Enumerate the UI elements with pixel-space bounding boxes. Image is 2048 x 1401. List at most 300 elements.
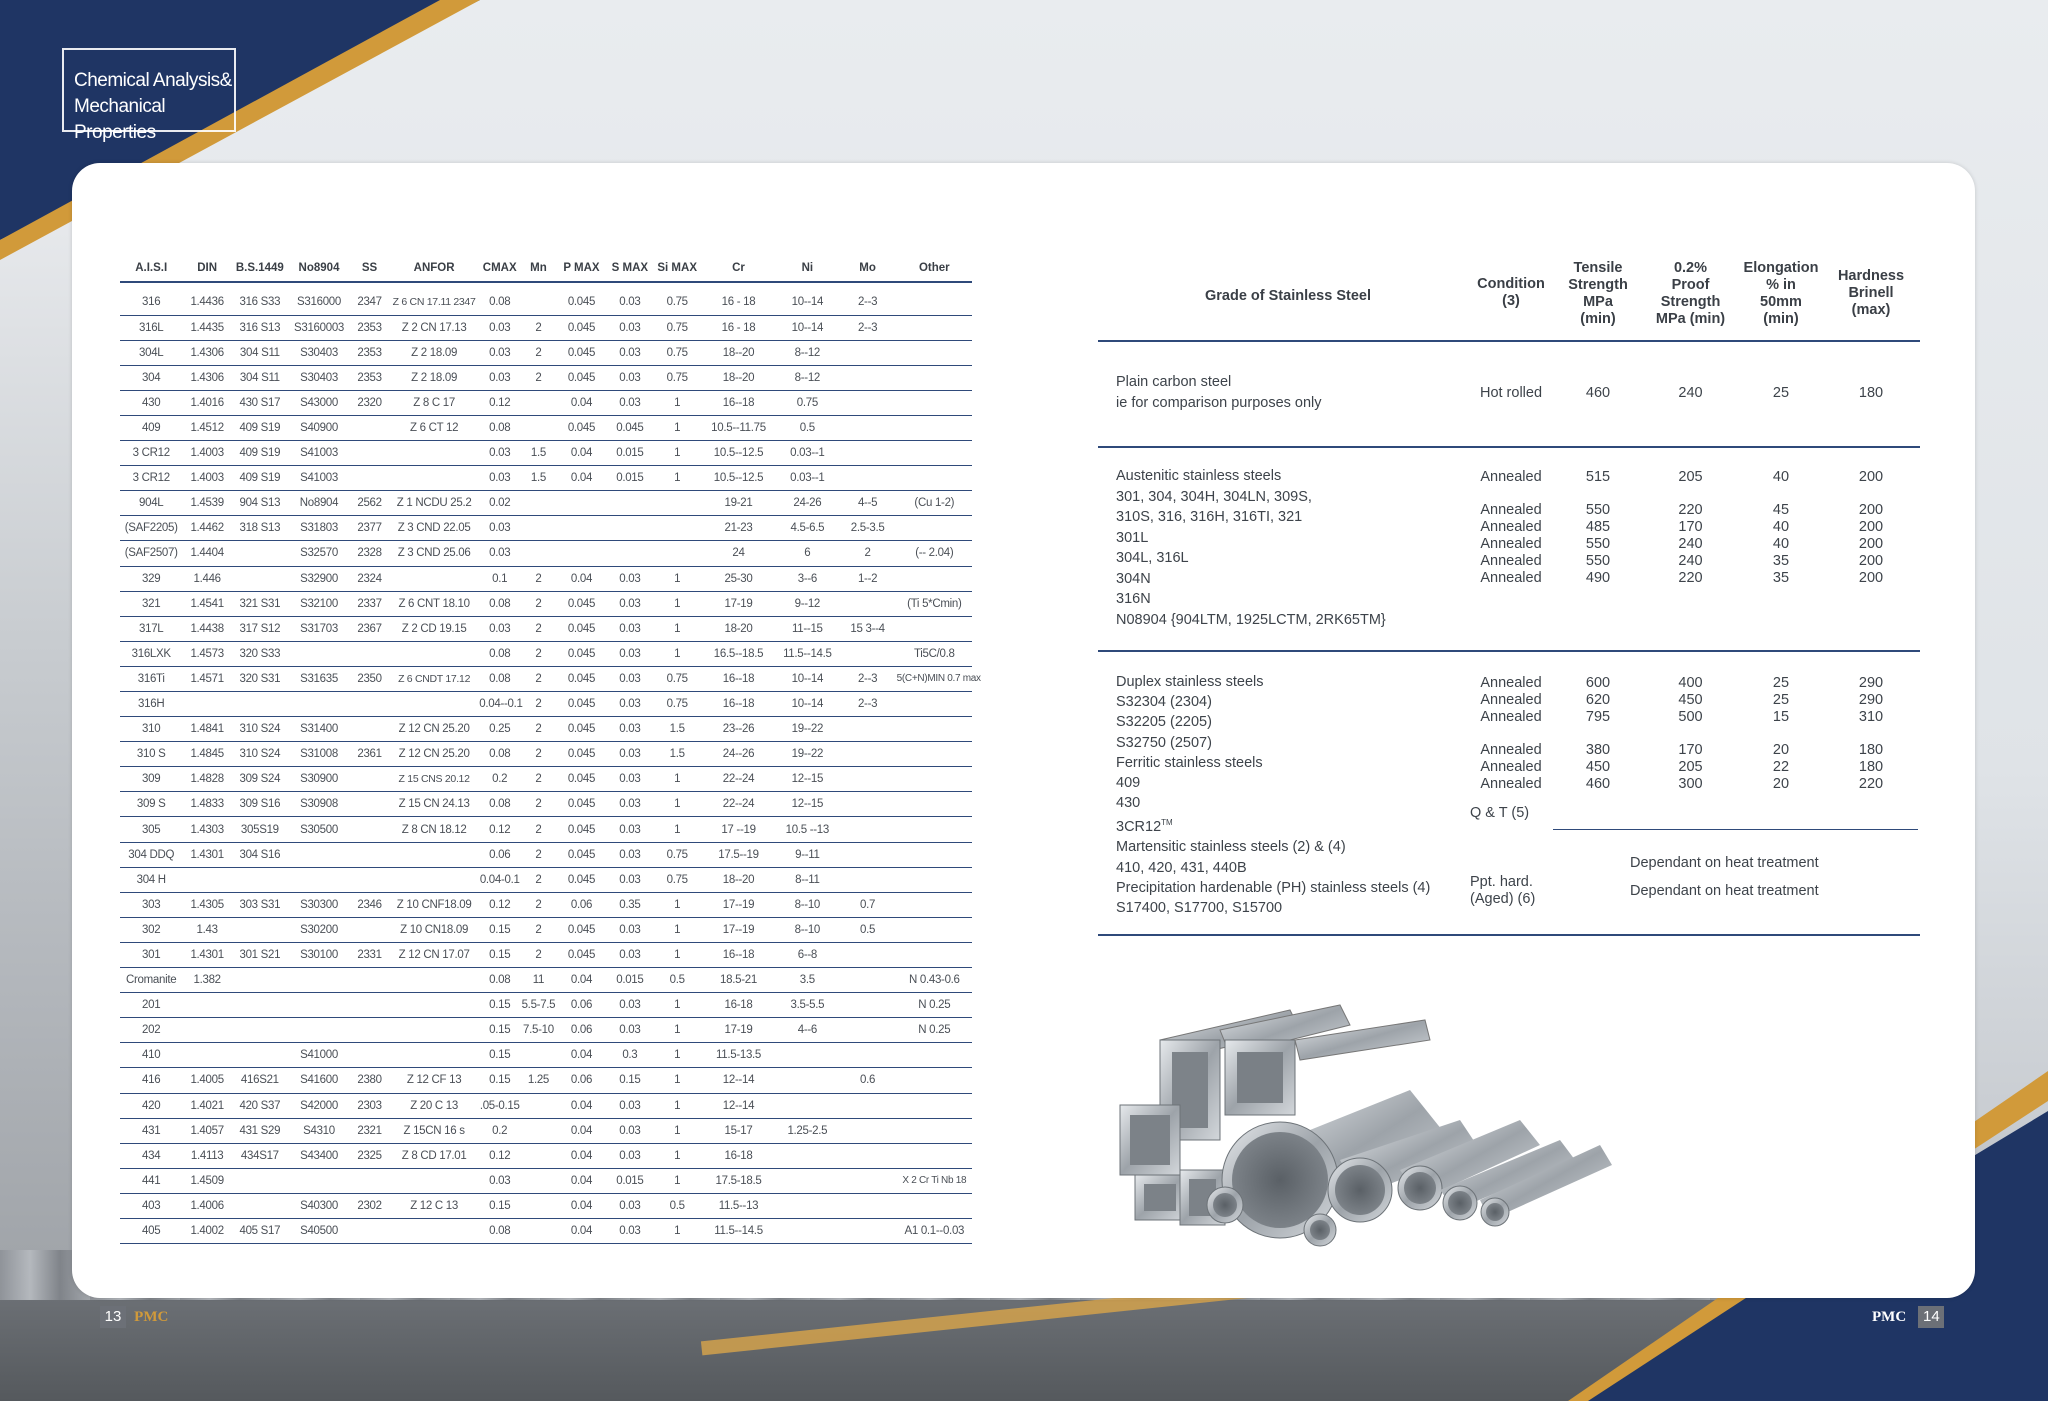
table-cell: 2325 [350, 1143, 389, 1168]
mech-header-row [1098, 256, 1920, 342]
table-cell: 441 [120, 1168, 182, 1193]
table-cell: 1 [654, 1018, 701, 1043]
table-cell: 0.03 [606, 1218, 653, 1243]
grade-line: 304L, 316L [1116, 550, 1189, 566]
table-cell [776, 1193, 838, 1218]
table-cell: 16 - 18 [701, 315, 776, 340]
header-grade: Grade of Stainless Steel [1204, 288, 1371, 304]
chem-col-header: P MAX [557, 254, 606, 282]
table-cell: 2380 [350, 1068, 389, 1093]
table-cell [654, 516, 701, 541]
table-cell: 0.5 [776, 415, 838, 440]
trademark-mark: TM [1161, 818, 1173, 828]
table-cell: 309 S24 [232, 767, 288, 792]
table-cell [897, 942, 972, 967]
table-cell: S30200 [288, 917, 350, 942]
table-cell [389, 692, 479, 717]
table-cell [776, 1043, 838, 1068]
table-cell [520, 1168, 557, 1193]
chem-spacer-row [120, 282, 972, 290]
table-cell: 409 S19 [232, 466, 288, 491]
table-cell: (-- 2.04) [897, 541, 972, 566]
grade-line-row [1116, 569, 1386, 590]
table-cell: 316 [120, 290, 182, 315]
duplex-proof: 400 450 500 [1678, 675, 1703, 725]
table-cell: 11.5--13 [701, 1193, 776, 1218]
table-cell [897, 717, 972, 742]
table-cell: 17-19 [701, 591, 776, 616]
table-cell: 2 [520, 340, 557, 365]
table-cell: 16.5--18.5 [701, 641, 776, 666]
table-cell [389, 1018, 479, 1043]
austenitic-elongation-block: 45 40 40 35 35 [1772, 502, 1790, 586]
table-cell: 0.25 [479, 717, 520, 742]
table-cell: Z 2 CN 17.13 [389, 315, 479, 340]
table-cell [288, 1018, 350, 1043]
table-cell [350, 767, 389, 792]
table-cell: 2 [520, 842, 557, 867]
table-cell: 0.5 [654, 1193, 701, 1218]
table-cell: S31008 [288, 742, 350, 767]
grade-line-row [1116, 548, 1386, 569]
grade-line: S32304 (2304) [1116, 694, 1212, 711]
table-row [120, 466, 972, 491]
table-cell: 5(C+N)MIN 0.7 max [897, 666, 972, 691]
table-cell: 0.045 [557, 742, 606, 767]
ph-condition: Ppt. hard. (Aged) (6) [1470, 874, 1536, 907]
table-cell: 0.75 [654, 365, 701, 390]
table-cell: S31803 [288, 516, 350, 541]
table-cell: 0.03 [606, 993, 653, 1018]
table-cell: 21-23 [701, 516, 776, 541]
table-cell: 0.045 [557, 666, 606, 691]
table-cell: 1 [654, 792, 701, 817]
chem-col-header: No8904 [288, 254, 350, 282]
table-cell: 320 S33 [232, 641, 288, 666]
table-cell: 1.4301 [182, 842, 231, 867]
table-cell: S43000 [288, 390, 350, 415]
table-cell: Z 10 CN18.09 [389, 917, 479, 942]
table-cell: 0.03 [606, 641, 653, 666]
table-cell: 2302 [350, 1193, 389, 1218]
table-cell: No8904 [288, 491, 350, 516]
table-cell: 434 [120, 1143, 182, 1168]
table-cell: 0.02 [479, 491, 520, 516]
table-cell: 0.06 [479, 842, 520, 867]
grade-line-row [1116, 507, 1386, 528]
table-cell: 405 S17 [232, 1218, 288, 1243]
table-cell: 316 S33 [232, 290, 288, 315]
table-cell [232, 917, 288, 942]
table-cell: 1 [654, 466, 701, 491]
table-cell: 2--3 [839, 315, 897, 340]
grade-line: Duplex stainless steels [1116, 674, 1264, 690]
table-cell [839, 340, 897, 365]
table-cell: 15 3--4 [839, 616, 897, 641]
table-cell: 16--18 [701, 692, 776, 717]
table-cell: 303 S31 [232, 892, 288, 917]
table-cell: 0.06 [557, 892, 606, 917]
table-cell: 1.4462 [182, 516, 231, 541]
table-cell: 2320 [350, 390, 389, 415]
table-cell: 0.15 [479, 1043, 520, 1068]
table-cell [232, 1018, 288, 1043]
table-cell: 320 S31 [232, 666, 288, 691]
table-cell [897, 466, 972, 491]
page-number-left: 13 [100, 1306, 126, 1328]
table-cell: S31635 [288, 666, 350, 691]
grade-line-row [1116, 793, 1430, 813]
table-cell [897, 892, 972, 917]
table-cell: 316LXK [120, 641, 182, 666]
table-cell: 410 [120, 1043, 182, 1068]
table-cell: 0.03 [606, 315, 653, 340]
stainless-tubes-image [1120, 1000, 1620, 1250]
table-cell: 0.04 [557, 1118, 606, 1143]
table-cell: 1 [654, 1143, 701, 1168]
table-cell: 9--12 [776, 591, 838, 616]
table-cell: 1 [654, 1068, 701, 1093]
chem-col-header: SS [350, 254, 389, 282]
table-cell: 0.03 [606, 867, 653, 892]
table-cell [897, 1093, 972, 1118]
table-row [120, 566, 972, 591]
table-cell: 3--6 [776, 566, 838, 591]
table-cell: 0.045 [557, 867, 606, 892]
table-cell: 1 [654, 441, 701, 466]
grade-line-row [1116, 672, 1430, 692]
table-cell: 3 CR12 [120, 441, 182, 466]
table-cell [350, 817, 389, 842]
table-cell: 3 CR12 [120, 466, 182, 491]
table-cell: 17-19 [701, 1018, 776, 1043]
table-cell: 904L [120, 491, 182, 516]
table-cell: S30403 [288, 365, 350, 390]
mechanical-properties-table [1098, 256, 1920, 936]
table-cell [288, 692, 350, 717]
table-cell: N 0.43-0.6 [897, 968, 972, 993]
table-cell: 18--20 [701, 340, 776, 365]
table-cell: Z 6 CNDT 17.12 [389, 666, 479, 691]
table-cell: 0.08 [479, 641, 520, 666]
table-cell: 316Ti [120, 666, 182, 691]
table-cell: 0.045 [557, 415, 606, 440]
page-title-line-1: Chemical Analysis& [74, 70, 232, 91]
table-cell [839, 1143, 897, 1168]
table-cell: 0.045 [557, 792, 606, 817]
table-cell: S30100 [288, 942, 350, 967]
chem-col-header: Mo [839, 254, 897, 282]
table-cell: 12--14 [701, 1093, 776, 1118]
table-cell [350, 1168, 389, 1193]
table-cell: 0.03 [606, 917, 653, 942]
table-cell: 0.15 [606, 1068, 653, 1093]
table-cell: 8--12 [776, 365, 838, 390]
grade-line-row [1116, 589, 1386, 610]
table-cell: 2347 [350, 290, 389, 315]
table-row [120, 1193, 972, 1218]
table-cell: 0.03 [479, 1168, 520, 1193]
table-cell: 1 [654, 1168, 701, 1193]
brand-logo-right: PMC [1872, 1309, 1907, 1325]
table-cell: Z 3 CND 22.05 [389, 516, 479, 541]
table-cell: 10--14 [776, 290, 838, 315]
table-cell: 405 [120, 1218, 182, 1243]
table-row [120, 717, 972, 742]
table-cell: 8--10 [776, 892, 838, 917]
table-cell: 10.5--11.75 [701, 415, 776, 440]
table-cell: 1.4306 [182, 365, 231, 390]
table-cell: 310 [120, 717, 182, 742]
table-row [120, 1118, 972, 1143]
table-cell: 15-17 [701, 1118, 776, 1143]
table-cell [897, 290, 972, 315]
table-cell: 0.12 [479, 817, 520, 842]
table-cell [350, 792, 389, 817]
table-cell: 309 S [120, 792, 182, 817]
table-cell: 0.04 [557, 466, 606, 491]
table-cell: 1 [654, 942, 701, 967]
table-cell: 0.75 [776, 390, 838, 415]
table-row [120, 1093, 972, 1118]
table-cell [389, 867, 479, 892]
table-cell [520, 290, 557, 315]
table-row [120, 315, 972, 340]
table-cell: 1.382 [182, 968, 231, 993]
table-cell: 202 [120, 1018, 182, 1043]
table-cell [776, 1168, 838, 1193]
table-cell: Cromanite [120, 968, 182, 993]
table-cell: 0.03 [606, 767, 653, 792]
table-cell: 2337 [350, 591, 389, 616]
martensitic-condition: Q & T (5) [1470, 805, 1530, 821]
table-cell [839, 792, 897, 817]
table-cell: 316L [120, 315, 182, 340]
table-cell [839, 993, 897, 1018]
table-cell [232, 867, 288, 892]
table-cell: 25-30 [701, 566, 776, 591]
austenitic-tensile-block: 550 485 550 550 490 [1585, 502, 1611, 586]
table-row [120, 917, 972, 942]
table-cell [897, 1193, 972, 1218]
table-cell: 0.03 [606, 666, 653, 691]
table-cell [520, 491, 557, 516]
grade-line: Precipitation hardenable (PH) stainless steels (4) [1116, 879, 1431, 896]
table-cell [839, 365, 897, 390]
brand-logo-left: PMC [134, 1309, 169, 1325]
table-cell [897, 390, 972, 415]
table-cell: 2367 [350, 616, 389, 641]
ferritic-elongation: 20 22 20 [1772, 742, 1790, 792]
table-cell: 1 [654, 1093, 701, 1118]
plain-tensile: 460 [1585, 385, 1611, 401]
table-cell: 19-21 [701, 491, 776, 516]
table-cell: 420 S37 [232, 1093, 288, 1118]
table-cell: 0.03 [479, 441, 520, 466]
grade-line: 304N [1116, 570, 1151, 587]
grade-line-row [1116, 692, 1430, 712]
table-cell [897, 867, 972, 892]
table-cell [288, 842, 350, 867]
table-cell: 0.04 [557, 968, 606, 993]
plain-grade-line1: Plain carbon steel [1116, 374, 1232, 390]
table-cell: 301 [120, 942, 182, 967]
table-cell [288, 968, 350, 993]
table-row [120, 616, 972, 641]
table-cell: 0.03 [606, 1118, 653, 1143]
table-cell: N 0.25 [897, 993, 972, 1018]
table-cell: 1.4303 [182, 817, 231, 842]
table-row [120, 290, 972, 315]
table-cell: 1.4833 [182, 792, 231, 817]
table-cell [389, 641, 479, 666]
table-cell [520, 516, 557, 541]
table-cell: S43400 [288, 1143, 350, 1168]
table-cell: 304L [120, 340, 182, 365]
table-cell: 2353 [350, 365, 389, 390]
table-cell: 0.08 [479, 666, 520, 691]
table-cell: 0.75 [654, 867, 701, 892]
table-cell: 409 S19 [232, 441, 288, 466]
table-cell: 309 [120, 767, 182, 792]
grade-line-row [1116, 733, 1430, 753]
table-cell [288, 993, 350, 1018]
table-cell: S42000 [288, 1093, 350, 1118]
table-cell: 0.015 [606, 466, 653, 491]
table-cell [897, 842, 972, 867]
chem-col-header: ANFOR [389, 254, 479, 282]
table-cell [520, 1218, 557, 1243]
table-cell: 16-18 [701, 993, 776, 1018]
table-cell: 420 [120, 1093, 182, 1118]
table-row [120, 340, 972, 365]
table-row [120, 1068, 972, 1093]
table-cell: 18.5-21 [701, 968, 776, 993]
table-row [120, 942, 972, 967]
table-cell [350, 692, 389, 717]
table-cell [839, 390, 897, 415]
table-cell [839, 466, 897, 491]
table-cell: 0.045 [557, 692, 606, 717]
table-cell: 1 [654, 616, 701, 641]
table-cell: 0.03 [606, 942, 653, 967]
table-cell: .05-0.15 [479, 1093, 520, 1118]
table-cell [897, 441, 972, 466]
grade-line: 430 [1116, 795, 1141, 812]
table-cell: 17--19 [701, 892, 776, 917]
table-cell: 0.08 [479, 968, 520, 993]
table-cell: 2 [520, 817, 557, 842]
table-cell: 2--3 [839, 290, 897, 315]
table-cell: 1.4845 [182, 742, 231, 767]
page-title-box [62, 48, 236, 143]
table-cell [389, 993, 479, 1018]
table-cell: 0.03 [479, 516, 520, 541]
grade-line: Ferritic stainless steels [1116, 754, 1263, 771]
table-cell: 1.4841 [182, 717, 231, 742]
plain-proof: 240 [1678, 385, 1703, 401]
table-cell [839, 767, 897, 792]
austenitic-section [1098, 448, 1920, 652]
table-cell [520, 1118, 557, 1143]
table-cell: 0.03 [606, 1018, 653, 1043]
table-cell [350, 867, 389, 892]
table-cell: 2 [520, 566, 557, 591]
table-cell: 0.1 [479, 566, 520, 591]
table-row [120, 365, 972, 390]
table-cell: Z 2 CD 19.15 [389, 616, 479, 641]
grade-line: S32205 (2205) [1116, 714, 1212, 731]
table-cell: 1 [654, 993, 701, 1018]
table-cell: 0.3 [606, 1043, 653, 1068]
table-cell: 2353 [350, 340, 389, 365]
table-cell: S30908 [288, 792, 350, 817]
table-cell: 1--2 [839, 566, 897, 591]
table-cell: 0.04 [557, 390, 606, 415]
table-cell: 2 [520, 717, 557, 742]
austenitic-proof-top: 205 [1678, 469, 1703, 485]
austenitic-condition-top: Annealed [1480, 469, 1542, 485]
table-cell: 0.03--1 [776, 441, 838, 466]
table-cell: Z 8 CD 17.01 [389, 1143, 479, 1168]
table-cell: 16--18 [701, 666, 776, 691]
table-cell: 304 H [120, 867, 182, 892]
table-cell: (SAF2507) [120, 541, 182, 566]
martensitic-divider [1553, 829, 1918, 830]
table-cell: A1 0.1--0.03 [897, 1218, 972, 1243]
table-cell: 0.03 [606, 692, 653, 717]
plain-condition: Hot rolled [1479, 385, 1543, 401]
table-cell: 22--24 [701, 792, 776, 817]
table-cell: 1 [654, 892, 701, 917]
table-cell: 4.5-6.5 [776, 516, 838, 541]
table-cell: 19--22 [776, 742, 838, 767]
table-cell: 0.15 [479, 993, 520, 1018]
table-cell: 17.5-18.5 [701, 1168, 776, 1193]
table-cell [232, 993, 288, 1018]
table-cell: 2328 [350, 541, 389, 566]
ferritic-proof: 170 205 300 [1678, 742, 1703, 792]
table-cell: 0.045 [606, 415, 653, 440]
table-cell: 2 [520, 917, 557, 942]
table-cell: 316 S13 [232, 315, 288, 340]
table-cell [389, 968, 479, 993]
table-cell: 12--15 [776, 767, 838, 792]
table-cell [232, 1193, 288, 1218]
table-cell [839, 591, 897, 616]
grade-line-row [1116, 610, 1386, 631]
table-cell: 0.08 [479, 1218, 520, 1243]
table-cell: 305 [120, 817, 182, 842]
table-cell: 24-26 [776, 491, 838, 516]
table-cell: 310 S24 [232, 717, 288, 742]
table-cell: 1.5 [654, 742, 701, 767]
table-cell [839, 1018, 897, 1043]
grade-line-row [1116, 487, 1386, 508]
table-cell: 7.5-10 [520, 1018, 557, 1043]
table-cell: 0.5 [839, 917, 897, 942]
table-cell [232, 566, 288, 591]
table-cell: 0.08 [479, 415, 520, 440]
table-cell: 16--18 [701, 390, 776, 415]
table-cell: 0.6 [839, 1068, 897, 1093]
table-cell: 0.12 [479, 892, 520, 917]
table-cell [839, 942, 897, 967]
table-cell: 0.045 [557, 290, 606, 315]
table-cell: 1.4016 [182, 390, 231, 415]
table-cell: 0.03 [606, 1143, 653, 1168]
grade-line: 310S, 316, 316H, 316TI, 321 [1116, 509, 1303, 525]
